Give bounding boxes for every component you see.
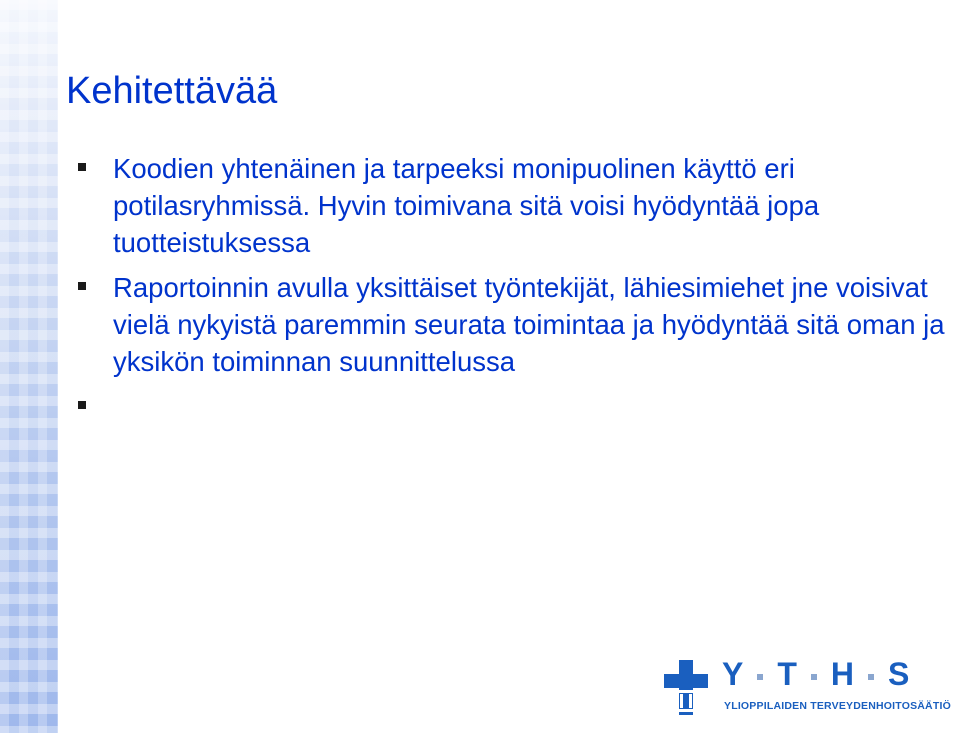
bullet-text: Raportoinnin avulla yksittäiset työntekijät, lähiesimiehet jne voisivat vielä nykyistä paremmin seurata toimintaa ja hyödyntää sitä oman ja yksikön toiminnan suunnittelussa bbox=[113, 272, 945, 377]
decorative-left-strip bbox=[0, 0, 58, 733]
logo-separator bbox=[757, 674, 763, 680]
logo-letter: Y bbox=[722, 656, 744, 692]
square-bullet-icon bbox=[78, 163, 86, 171]
logo-subtitle: YLIOPPILAIDEN TERVEYDENHOITOSÄÄTIÖ bbox=[724, 700, 951, 712]
slide-title: Kehitettävää bbox=[66, 70, 278, 112]
bullet-item bbox=[78, 150, 948, 261]
bullet-text: Koodien yhtenäinen ja tarpeeksi monipuolinen käyttö eri potilasryhmissä. Hyvin toimivana sitä voisi hyödyntää jopa tuotteistuksessa bbox=[113, 153, 820, 258]
logo-letter: T bbox=[777, 656, 797, 692]
yths-letters bbox=[722, 656, 909, 693]
bullet-item-empty bbox=[78, 388, 948, 425]
square-bullet-icon bbox=[78, 282, 86, 290]
yths-cross-pillar-icon bbox=[664, 660, 708, 715]
bullet-list bbox=[78, 150, 948, 433]
logo-separator bbox=[868, 674, 874, 680]
logo-separator bbox=[811, 674, 817, 680]
bullet-item bbox=[78, 269, 948, 380]
yths-logo bbox=[664, 656, 956, 720]
logo-letter: S bbox=[888, 656, 910, 692]
logo-letter: H bbox=[830, 656, 854, 692]
square-bullet-icon bbox=[78, 401, 86, 409]
